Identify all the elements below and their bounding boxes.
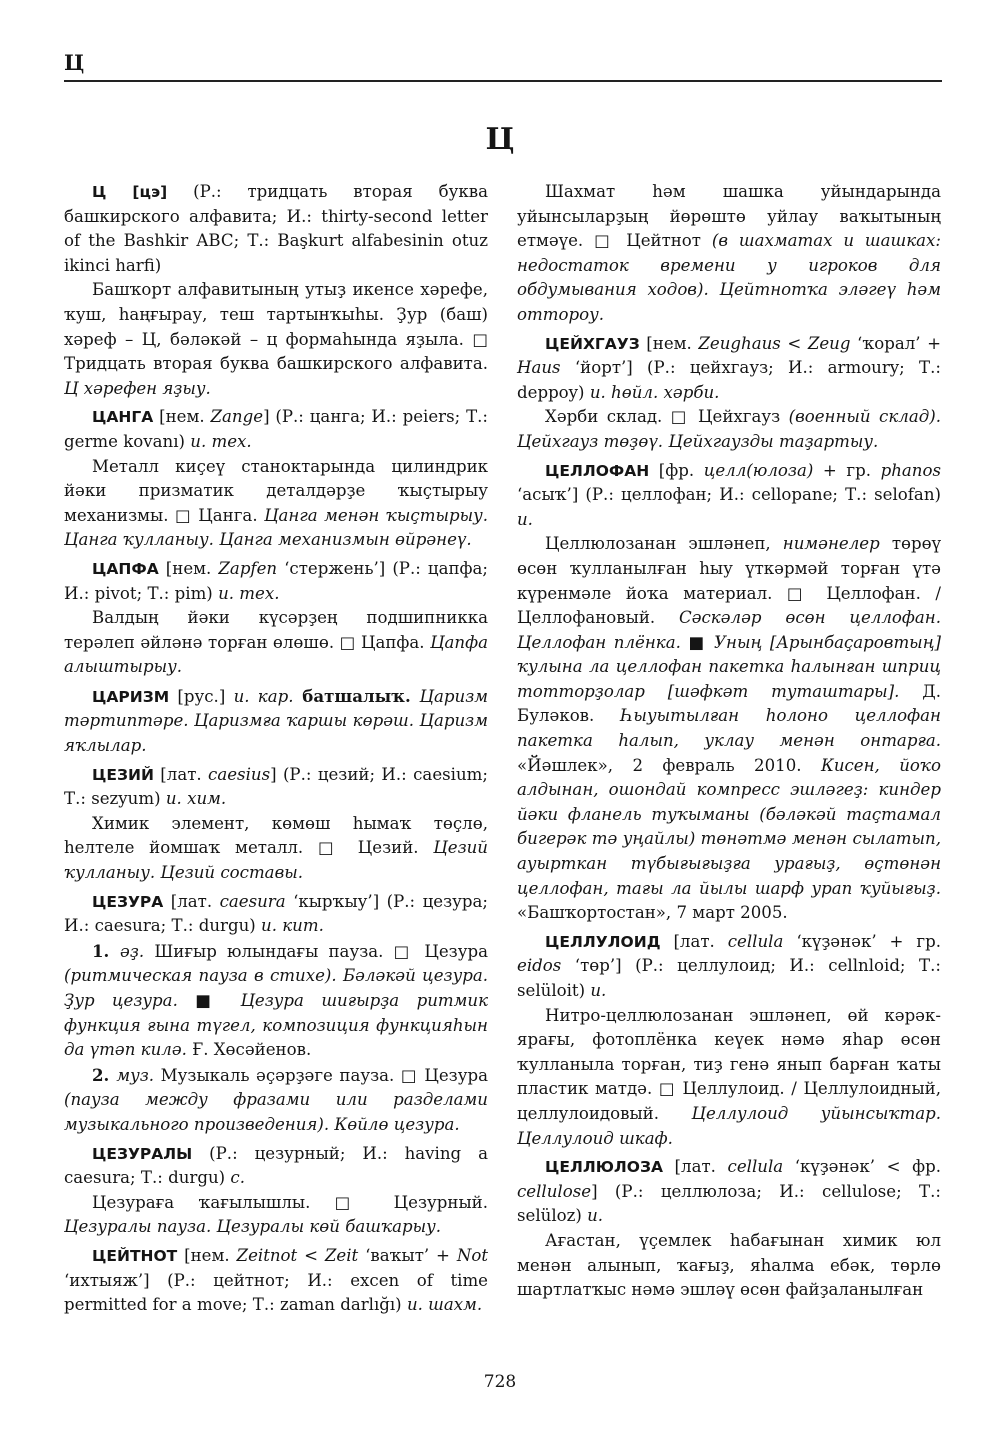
entry-tsellofan: ЦЕЛЛОФАН [фр. целл(юлоза) + гр. phanos ‘асыҡ’] (Р.: целлофан; И.: cellopane; Т.: selofan) и.	[517, 460, 941, 529]
definition: Ағастан, үҫемлек һабағынан химик юл менән алынып, ҡағыҙ, яһалма ебәк, төрлө шартлатҡыс нәмә эшләү өсөн файҙаланылған	[517, 1230, 941, 1300]
sense-1: 1. әҙ. Шиғыр юлындағы пауза. □ Цезура (ритмическая пауза в стихе). Бәләкәй цезура. Ҙур цезура. ■ Цезура шиғырҙа ритмик функция ғына түгел, композиция функцияһын да үтәп килә. Ғ. Хөсәйенов.	[64, 940, 488, 1060]
page-number: 728	[483, 1372, 517, 1392]
entry-tsapfa: ЦАПФА [нем. Zapfen ‘стержень’] (Р.: цапфа; И.: pivot; Т.: pim) и. тех.	[64, 558, 488, 603]
running-head: Ц	[64, 50, 85, 75]
definition: Валдың йәки күсәрҙең подшипникка терәлеп әйләнә торған өлөшө. □ Цапфа. Цапфа алыштырыу.	[64, 608, 488, 677]
headword: ЦЕЛЛОФАН	[545, 461, 650, 480]
headword: ЦЕЙТНОТ	[92, 1246, 178, 1265]
headword: ЦЕЛЛЮЛОЗА	[545, 1158, 663, 1177]
entry-tsellyuloza: ЦЕЛЛЮЛОЗА [лат. cellula ‘күҙәнәк’ < фр. cellulose] (Р.: целлюлоза; И.: cellulose; Т.: selüloz) и.	[517, 1157, 941, 1226]
definition: Целлюлозанан эшләнеп, нимәнелер төрөү өсөн ҡулланылған һыу үткәрмәй торған үтә күренмәле йоҡа материал. □ Целлофан. / Целлофановый. Сәскәләр өсөн целлофан. Целлофан плёнка. ■ Уның [Арынбаҫаровтың] ҡулына ла целлофан пакетка һалынған шприц тотторҙолар [шәфкәт туташтары]. Д. Буләков. Һыуытылған һолоно целлофан пакетка һалып, уклау менән онтарға. «Йәшлек», 2 февраль 2010. Кисен, йоҡо алдынан, ошондай компресс эшләгеҙ: киндер йәки фланель туҡыманы (бәләкәй таҫтамал бигерәк тә уңайлы) төнәтмә менән сылатып, ауырткан түбығығыҙға урағыҙ, өҫтөнән целлофан, тағы ла йылы шарф урап ҡуйығыҙ. «Башҡортостан», 7 март 2005.	[517, 534, 942, 923]
entry-tseyhgauz: ЦЕЙХГАУЗ [нем. Zeughaus < Zeug ‘ҡорал’ + Haus ‘йорт’] (Р.: цейхгауз; И.: armoury; Т.: deppoy) и. һөйл. хәрби.	[517, 333, 941, 402]
headword: ЦЕЙХГАУЗ	[545, 334, 640, 353]
headword: ЦЕЗУРАЛЫ	[92, 1144, 193, 1163]
definition: Цезураға ҡағылышлы. □ Цезурный. Цезуралы пауза. Цезуралы көй башҡарыу.	[64, 1192, 488, 1237]
headword: Ц [цэ]	[92, 183, 168, 201]
entry-tsanga: ЦАНГА [нем. Zange] (Р.: цанга; И.: peiers; Т.: germe kovanı) и. тех.	[64, 407, 489, 451]
entry-tselluloid: ЦЕЛЛУЛОИД [лат. cellula ‘күҙәнәк’ + гр. eidos ‘төр’] (Р.: целлулоид; И.: cellnloid; Т.: selüloit) и.	[517, 931, 941, 1000]
section-letter: Ц	[485, 122, 515, 157]
left-column	[64, 180, 488, 1318]
entry-tsezuraly: ЦЕЗУРАЛЫ (Р.: цезурный; И.: having a caesura; Т.: durgu) с.	[64, 1143, 488, 1188]
entry-ts: Ц [цэ] (Р.: тридцать вторая буква башкирского алфавита; И.: thirty-second letter of the Bashkir ABC; Т.: Başkurt alfabesinin otuz ikinci harfi)	[64, 182, 488, 275]
definition: Хәрби склад. □ Цейхгауз (военный склад). Цейхгауз төҙөү. Цейхгаузды таҙартыу.	[517, 407, 941, 451]
header-rule	[64, 80, 942, 82]
definition: Химик элемент, көмөш һымаҡ төҫлө, һелтеле йомшаҡ металл. □ Цезий. Цезий ҡулланыу. Цезий составы.	[64, 813, 488, 883]
headword: ЦАНГА	[92, 408, 154, 427]
entry-tsezura: ЦЕЗУРА [лат. caesura ‘кырҡыу’] (Р.: цезура; И.: caesura; Т.: durgu) и. кит.	[64, 891, 488, 936]
definition: Нитро-целлюлозанан эшләнеп, өй кәрәк-ярағы, фотоплёнка кеүек нәмә яһар өсөн ҡулланыла торған, тиҙ генә янып барған ҡаты пластик матдә. □ Целлулоид. / Целлулоидный, целлулоидовый. Целлулоид уйынсыҡтар. Целлулоид шкаф.	[517, 1005, 942, 1148]
headword: ЦЕЗИЙ	[92, 765, 154, 784]
definition: Шахмат һәм шашка уйындарында уйынсыларҙың йөрөштө уйлау ваҡытының етмәүе. □ Цейтнот (в шахматах и шашках: недостаток времени у игроков для обдумывания ходов). Цейтнотҡа эләгеү һәм отторoу.	[517, 182, 941, 324]
right-column	[517, 180, 941, 1303]
entry-tsarizm: ЦАРИЗМ [рус.] и. кар. батшалыҡ. Царизм тәртиптәре. Царизмға ҡаршы көрәш. Царизм яҡлылар.	[64, 685, 489, 756]
entry-tseytnot: ЦЕЙТНОТ [нем. Zeitnot < Zeit ‘ваҡыт’ + Not ‘ихтыяж’] (Р.: цейтнот; И.: excen of time permitted for a move; Т.: zaman darlığı) и. шахм.	[64, 1245, 489, 1315]
headword: ЦАПФА	[92, 559, 159, 578]
sense-2: 2. муз. Музыкаль әҫәрҙәге пауза. □ Цезура (пауза между фразами или разделами музыкального произведения). Көйлө цезура.	[64, 1064, 488, 1134]
headword: ЦЕЛЛУЛОИД	[545, 932, 661, 951]
entry-tseziy: ЦЕЗИЙ [лат. caesius] (Р.: цезий; И.: caesium; Т.: sezyum) и. хим.	[64, 764, 488, 809]
headword: ЦЕЗУРА	[92, 892, 164, 911]
headword: ЦАРИЗМ	[92, 687, 170, 706]
definition: Металл киҫеү станоктарында цилиндрик йәки призматик деталдәрҙе ҡыҫтырыу механизмы. □ Цанга. Цанга менән ҡыҫтырыу. Цанга ҡулланыу. Цанга механизмын өйрәнеү.	[64, 456, 489, 550]
definition: Башҡорт алфавитының утыҙ икенсе хәрефе, ҡуш, һаңғырау, теш тартынҡыһы. Ҙур (баш) хәреф – Ц, бәләкәй – ц формаһында яҙыла. □ Тридцать вторая буква башкирского алфавита. Ц хәрефен яҙыу.	[64, 280, 488, 398]
